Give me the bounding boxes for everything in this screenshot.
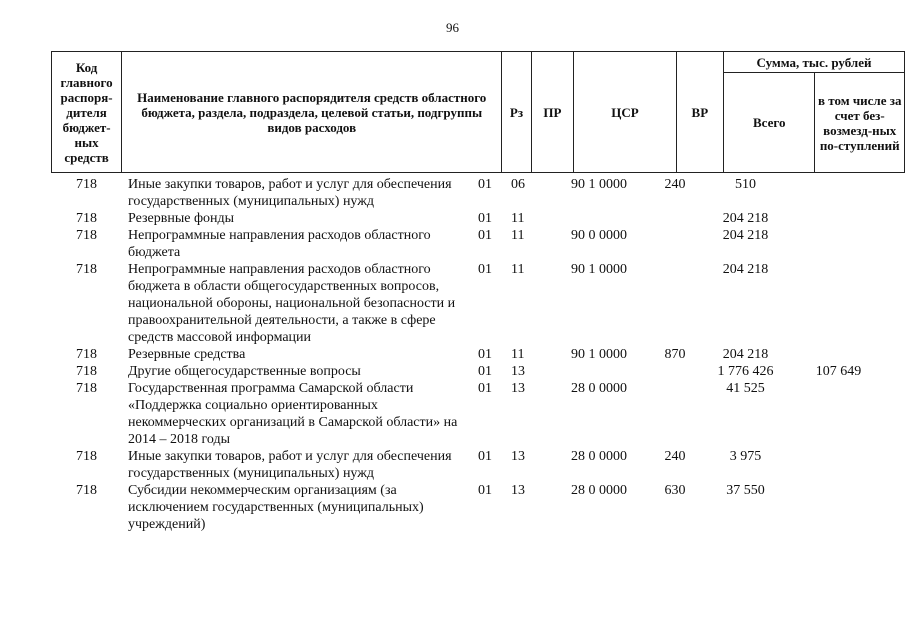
cell-code: 718 xyxy=(76,228,97,243)
cell-vr xyxy=(652,210,698,227)
cell-vr xyxy=(652,227,698,261)
cell-name: Резервные фонды xyxy=(128,211,235,226)
cell-csr: 28 0 0000 xyxy=(571,483,627,498)
table-header xyxy=(51,51,905,173)
header-incl: в том числе за счет без-возмезд-ных по-ступлений xyxy=(815,73,905,173)
cell-rz: 01 xyxy=(478,228,492,243)
cell-pr: 11 xyxy=(511,228,525,243)
header-pr: ПР xyxy=(531,52,574,173)
cell-total: 204 218 xyxy=(722,228,769,243)
cell-csr: 90 1 0000 xyxy=(571,262,627,277)
cell-rz: 01 xyxy=(478,364,492,379)
cell-incl xyxy=(793,380,884,448)
cell-pr: 13 xyxy=(511,364,525,379)
cell-name: Государственная программа Самарской области «Поддержка социально ориентированных некоммерческих организаций в Самарской области» на 2014 – 2018 годы xyxy=(128,381,458,447)
table-body xyxy=(51,176,884,533)
cell-pr: 13 xyxy=(511,381,525,396)
cell-total: 510 xyxy=(735,177,756,192)
cell-rz: 01 xyxy=(478,483,492,498)
table-row xyxy=(51,176,884,210)
cell-name: Другие общегосударственные вопросы xyxy=(128,364,361,379)
cell-incl xyxy=(793,210,884,227)
table-row xyxy=(51,227,884,261)
cell-code: 718 xyxy=(76,347,97,362)
cell-csr: 90 1 0000 xyxy=(571,347,627,362)
table-row xyxy=(51,380,884,448)
cell-total: 37 550 xyxy=(726,483,765,498)
table-row xyxy=(51,448,884,482)
cell-vr: 870 xyxy=(664,347,686,362)
cell-code: 718 xyxy=(76,449,97,464)
cell-pr: 11 xyxy=(511,262,525,277)
cell-code: 718 xyxy=(76,177,97,192)
cell-total: 204 218 xyxy=(722,262,769,277)
cell-total: 204 218 xyxy=(722,211,769,226)
cell-name: Иные закупки товаров, работ и услуг для обеспечения государственных (муниципальных) нужд xyxy=(128,449,452,481)
cell-vr xyxy=(652,363,698,380)
cell-incl xyxy=(793,346,884,363)
cell-pr: 13 xyxy=(511,483,525,498)
cell-csr xyxy=(546,363,652,380)
cell-vr xyxy=(652,380,698,448)
cell-code: 718 xyxy=(76,483,97,498)
header-vr: ВР xyxy=(676,52,723,173)
cell-name: Иные закупки товаров, работ и услуг для обеспечения государственных (муниципальных) нужд xyxy=(128,177,452,209)
header-name: Наименование главного распорядителя средств областного бюджета, раздела, подраздела, целевой статьи, подгруппы видов расходов xyxy=(122,52,502,173)
cell-rz: 01 xyxy=(478,211,492,226)
cell-code: 718 xyxy=(76,211,97,226)
cell-name: Непрограммные направления расходов областного бюджета в области общегосударственных вопросов, национальной обороны, национальной безопасности и правоохранительной деятельности, а также в сфере средств массовой информации xyxy=(128,262,456,345)
table-row xyxy=(51,363,884,380)
cell-code: 718 xyxy=(76,381,97,396)
cell-name: Непрограммные направления расходов областного бюджета xyxy=(128,228,431,260)
cell-total: 1 776 426 xyxy=(717,364,774,379)
cell-csr: 90 0 0000 xyxy=(571,228,627,243)
cell-total: 41 525 xyxy=(726,381,765,396)
cell-total: 204 218 xyxy=(722,347,769,362)
cell-code: 718 xyxy=(76,262,97,277)
table-row xyxy=(51,482,884,533)
cell-csr: 28 0 0000 xyxy=(571,449,627,464)
cell-incl xyxy=(793,176,884,210)
cell-pr: 11 xyxy=(511,347,525,362)
cell-csr xyxy=(546,210,652,227)
header-rz: Рз xyxy=(502,52,531,173)
cell-incl xyxy=(793,482,884,533)
cell-rz: 01 xyxy=(478,347,492,362)
cell-incl xyxy=(793,261,884,346)
cell-rz: 01 xyxy=(478,262,492,277)
header-total: Всего xyxy=(724,73,815,173)
cell-vr: 630 xyxy=(664,483,686,498)
cell-rz: 01 xyxy=(478,381,492,396)
page-number: 96 xyxy=(446,20,459,35)
cell-vr: 240 xyxy=(664,177,686,192)
header-sum: Сумма, тыс. рублей xyxy=(724,52,905,73)
cell-incl: 107 649 xyxy=(815,364,862,379)
cell-rz: 01 xyxy=(478,177,492,192)
header-code: Код главного распоря-дителя бюджет-ных средств xyxy=(52,52,122,173)
table-row xyxy=(51,261,884,346)
header-csr: ЦСР xyxy=(574,52,676,173)
table-row xyxy=(51,210,884,227)
cell-vr xyxy=(652,261,698,346)
cell-name: Резервные средства xyxy=(128,347,246,362)
cell-csr: 90 1 0000 xyxy=(571,177,627,192)
cell-csr: 28 0 0000 xyxy=(571,381,627,396)
cell-rz: 01 xyxy=(478,449,492,464)
cell-vr: 240 xyxy=(664,449,686,464)
cell-pr: 06 xyxy=(511,177,525,192)
cell-code: 718 xyxy=(76,364,97,379)
cell-pr: 11 xyxy=(511,211,525,226)
table-row xyxy=(51,346,884,363)
cell-incl xyxy=(793,448,884,482)
cell-pr: 13 xyxy=(511,449,525,464)
cell-incl xyxy=(793,227,884,261)
cell-total: 3 975 xyxy=(729,449,762,464)
cell-name: Субсидии некоммерческим организациям (за исключением государственных (муниципальных) учреждений) xyxy=(128,483,424,532)
